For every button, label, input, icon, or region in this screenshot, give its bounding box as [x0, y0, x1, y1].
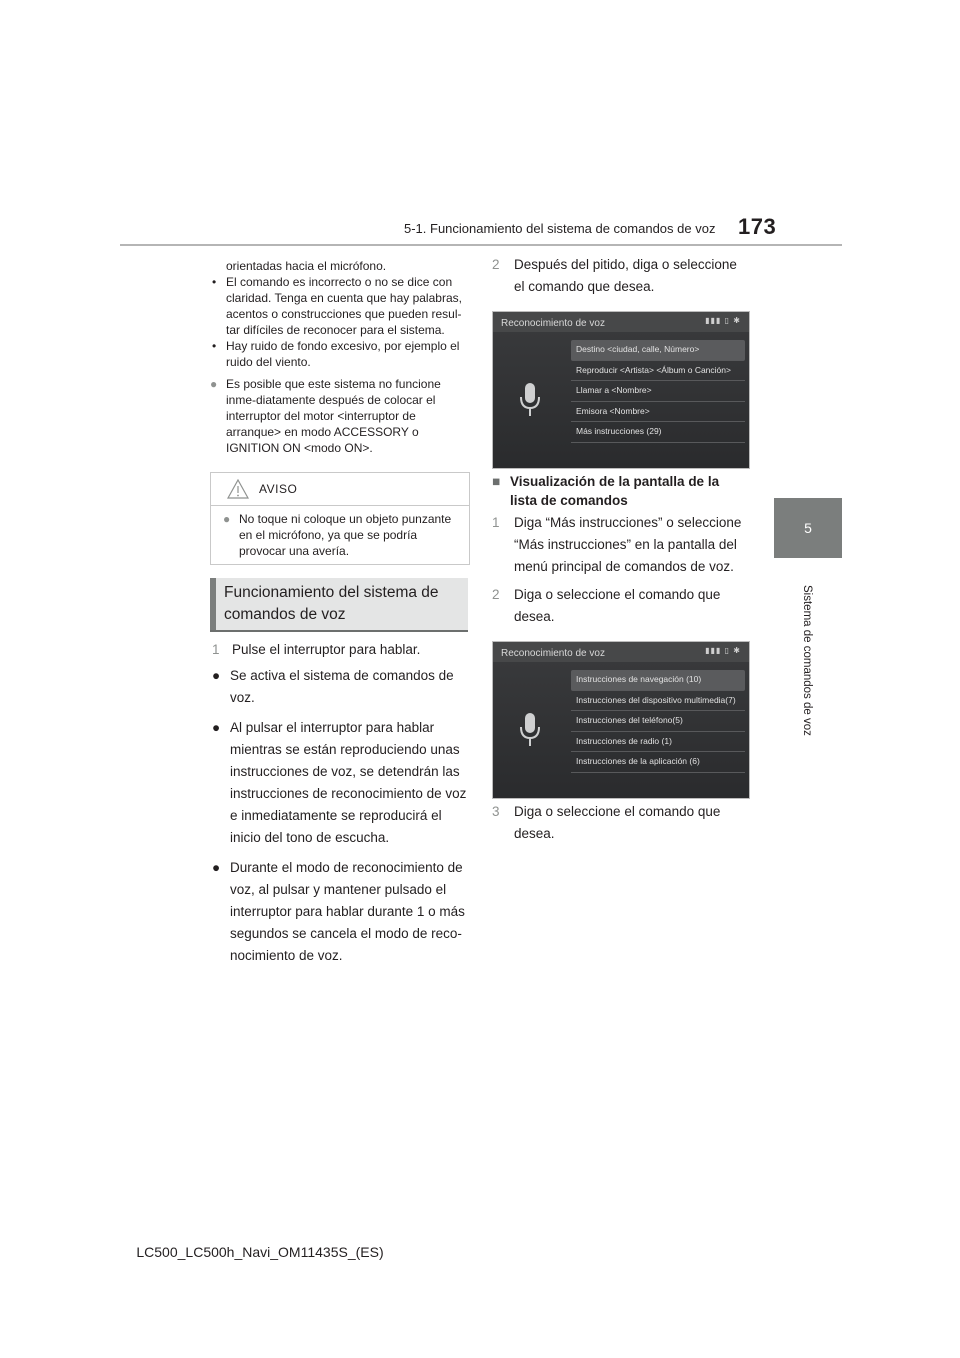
step-number: 2 [492, 587, 500, 602]
circle-bullet-icon: ● [210, 377, 218, 391]
bullet-mark: ● [212, 860, 221, 875]
list-item-text: Hay ruido de fondo excesivo, por ejemplo el ruido del viento. [226, 339, 460, 369]
section-heading-box [210, 578, 468, 632]
step-text: Pulse el interruptor para hablar. [232, 642, 421, 657]
command-list [571, 670, 745, 773]
bullet-mark: ● [212, 668, 221, 683]
step-text: Después del pitido, diga o seleccione el comando que desea. [514, 257, 737, 294]
step-2 [492, 254, 748, 298]
microphone-icon [519, 382, 541, 418]
warning-body [223, 511, 463, 559]
list-item-text: Durante el modo de reconocimiento de voz, al pulsar y mantener pulsado el interruptor para hablar durante 1 o más segundos se cancela el modo de reco-nocimiento de voz. [230, 860, 465, 963]
sub-step-3 [492, 801, 748, 845]
command-item-play[interactable]: Reproducir <Artista> <Álbum o Canción> [571, 361, 745, 382]
warning-title: AVISO [259, 482, 298, 496]
command-list [571, 340, 745, 443]
document-code: LC500_LC500h_Navi_OM11435S_(ES) [136, 1244, 384, 1260]
sub-step-2 [492, 584, 748, 628]
list-item-text: El comando es incorrecto o no se dice con claridad. Tenga en cuenta que hay palabras, acentos o construcciones que pueden resul-tar difíciles de reconocer para el sistema. [226, 275, 462, 337]
subheading [492, 472, 748, 510]
microphone-icon [519, 712, 541, 748]
subheading-text: Visualización de la pantalla de la lista de comandos [510, 474, 720, 508]
step-number: 1 [492, 515, 500, 530]
step-number: 3 [492, 804, 500, 819]
command-item-media[interactable]: Instrucciones del dispositivo multimedia(7) [571, 691, 745, 712]
list-item-text: Al pulsar el interruptor para hablar mientras se están reproduciendo unas instrucciones de voz, se detendrán las instrucciones de reconocimiento de voz e inmediatamente se reproducirá el inicio del tono de escucha. [230, 720, 467, 845]
warning-text: No toque ni coloque un objeto punzante en el micrófono, ya que se podría provocar una avería. [239, 512, 452, 558]
step-number: 2 [492, 257, 500, 272]
list-item [212, 857, 470, 967]
chapter-side-label [757, 585, 857, 735]
sub-bullet-list [212, 274, 468, 370]
command-item-radio[interactable]: Instrucciones de radio (1) [571, 732, 745, 753]
command-item-navigation[interactable]: Instrucciones de navegación (10) [571, 670, 745, 691]
section-heading: Funcionamiento del sistema de comandos de voz [224, 584, 439, 623]
list-item-text: Se activa el sistema de comandos de voz. [230, 668, 454, 705]
step-number: 1 [212, 642, 220, 657]
command-item-station[interactable]: Emisora <Nombre> [571, 402, 745, 423]
circle-bullet-icon: ● [223, 512, 231, 526]
running-header-title: 5-1. Funcionamiento del sistema de comandos de voz [404, 221, 716, 236]
header-divider [120, 244, 842, 246]
warning-header [211, 473, 469, 506]
step-text: Diga o seleccione el comando que desea. [514, 804, 721, 841]
chapter-tab [774, 498, 842, 558]
command-item-destination[interactable]: Destino <ciudad, calle, Número> [571, 340, 745, 361]
bullet-mark: • [212, 339, 217, 353]
voice-recognition-screen-main [492, 311, 750, 469]
command-item-call[interactable]: Llamar a <Nombre> [571, 381, 745, 402]
sub-step-1 [492, 512, 748, 578]
signal-status-icon: ▮▮▮ ▯ ✱ [705, 316, 741, 325]
list-item [212, 338, 468, 370]
chapter-label-text: Sistema de comandos de voz [801, 585, 813, 736]
voice-recognition-screen-list [492, 641, 750, 799]
list-item [212, 665, 470, 709]
step-text: Diga “Más instrucciones” o seleccione “Más instrucciones” en la pantalla del menú principal de comandos de voz. [514, 515, 742, 574]
warning-triangle-icon [227, 479, 249, 499]
step-text: Diga o seleccione el comando que desea. [514, 587, 721, 624]
bullet-mark: • [212, 275, 217, 289]
list-item [212, 274, 468, 338]
screen-title: Reconocimiento de voz [501, 318, 605, 329]
continued-line: orientadas hacia el micrófono. [226, 259, 387, 273]
section-heading-bar [210, 578, 216, 630]
square-bullet-icon: ■ [492, 474, 501, 489]
note-item [210, 376, 470, 456]
command-item-more[interactable]: Más instrucciones (29) [571, 422, 745, 443]
document-footer [0, 1244, 960, 1260]
command-item-phone[interactable]: Instrucciones del teléfono(5) [571, 711, 745, 732]
bullet-mark: ● [212, 720, 221, 735]
command-item-apps[interactable]: Instrucciones de la aplicación (6) [571, 752, 745, 773]
chapter-number: 5 [804, 520, 812, 536]
list-item [212, 717, 470, 849]
note-text: Es posible que este sistema no funcione inme-diatamente después de colocar el interruptor del motor <interruptor de arranque> en modo ACCESSORY o IGNITION ON <modo ON>. [226, 377, 441, 455]
warning-box [210, 472, 470, 565]
step-1 [212, 639, 470, 661]
page-number: 173 [738, 214, 777, 239]
screen-title: Reconocimiento de voz [501, 648, 605, 659]
bullet-list [212, 665, 470, 967]
signal-status-icon: ▮▮▮ ▯ ✱ [705, 646, 741, 655]
